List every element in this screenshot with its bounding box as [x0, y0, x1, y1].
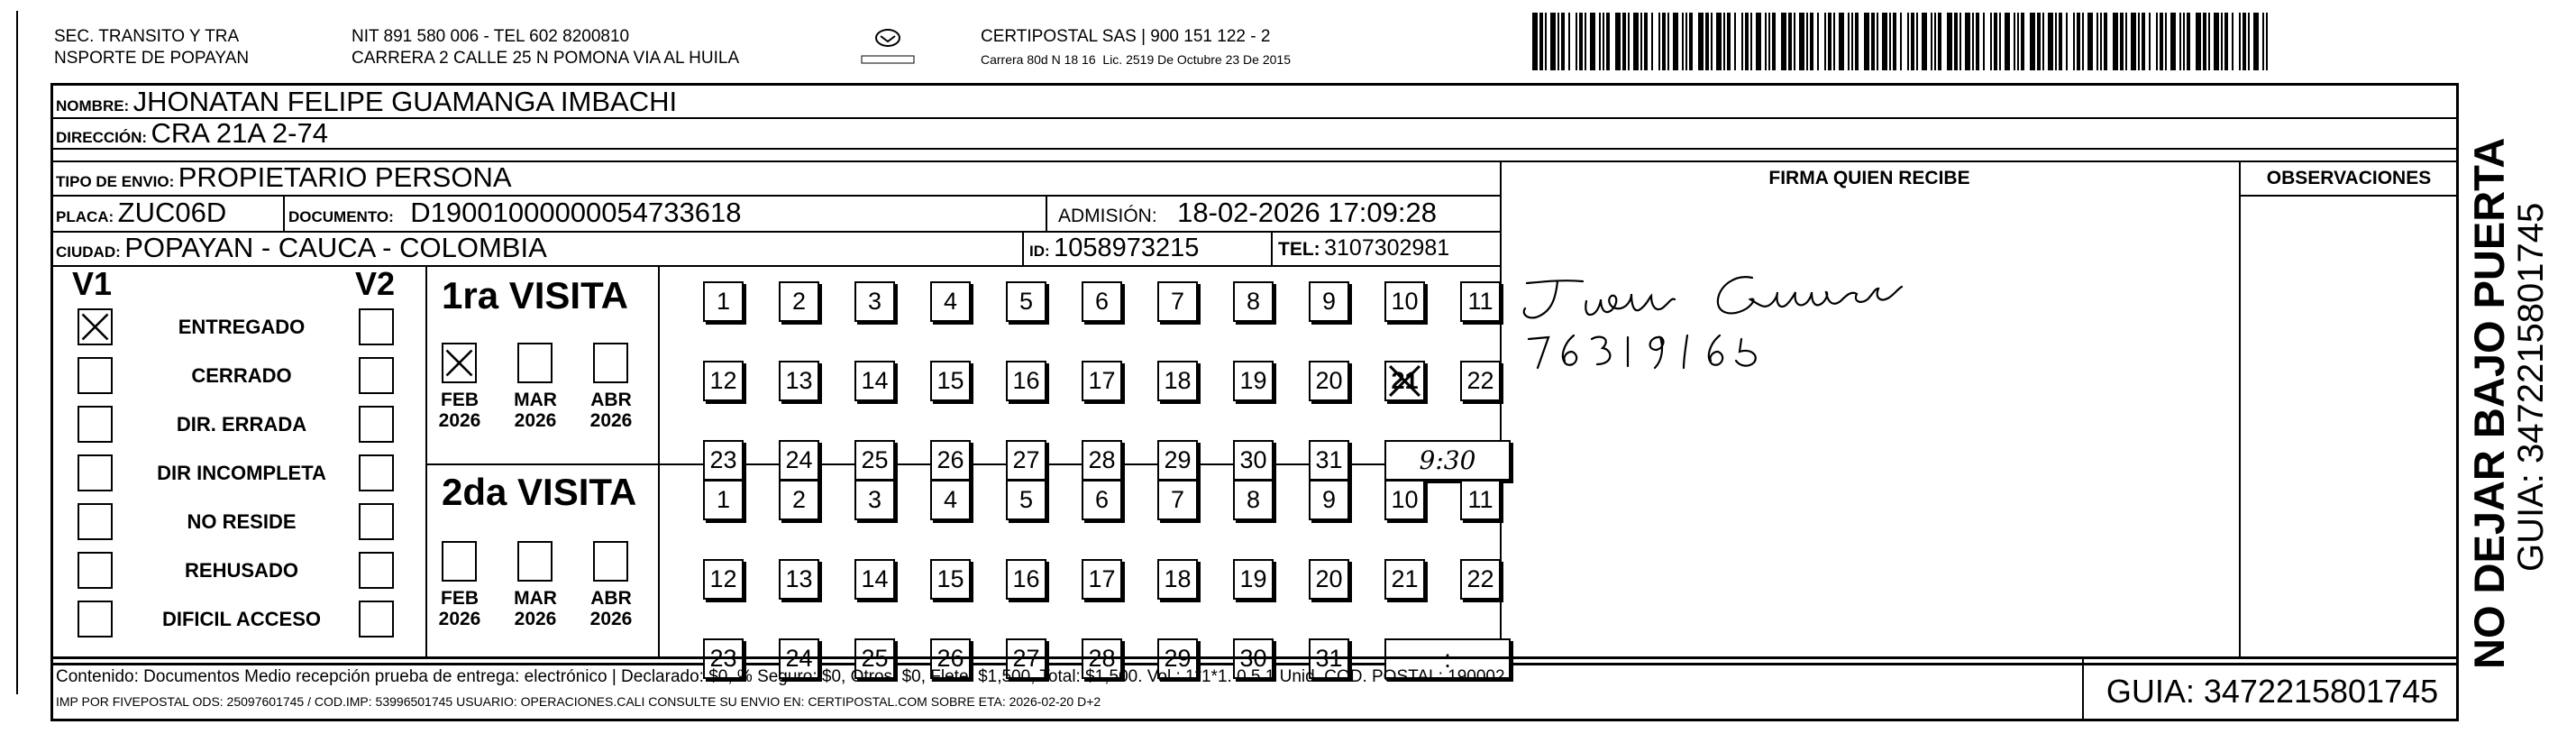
barcode-bar [1799, 13, 1804, 70]
barcode-bar [1934, 13, 1936, 70]
month-checkbox-abr[interactable] [593, 343, 628, 383]
day-box-4[interactable]: 4 [930, 281, 971, 322]
day-box-27[interactable]: 27 [1006, 440, 1046, 481]
barcode-bar [1590, 13, 1595, 70]
id-label: ID: [1029, 243, 1050, 260]
status-label: ENTREGADO [178, 316, 306, 338]
month-label: ABR [590, 588, 632, 609]
placa-label: PLACA: [56, 208, 114, 225]
barcode-bar [1976, 13, 1979, 70]
direccion-label: DIRECCIÓN: [56, 129, 148, 146]
barcode-bar [2221, 13, 2223, 70]
barcode-bar [2073, 13, 2075, 70]
barcode-bar [1893, 13, 1896, 70]
admision-row [1058, 197, 1437, 234]
barcode-bar [1889, 13, 1891, 70]
barcode-bar [1685, 13, 1687, 70]
barcode-bar [2005, 13, 2010, 70]
day-box-11[interactable]: 11 [1460, 281, 1501, 322]
v1-label: V1 [72, 265, 113, 302]
barcode-bar [2142, 13, 2145, 70]
barcode-bar [2239, 13, 2241, 70]
rule [1046, 195, 1047, 231]
barcode [1532, 13, 2271, 70]
barcode-bar [1673, 13, 1678, 70]
barcode-bar [2042, 13, 2044, 70]
barcode-bar [1750, 13, 1752, 70]
year-label: 2026 [589, 410, 633, 431]
day-box-9[interactable]: 9 [1309, 281, 1349, 322]
barcode-bar [2183, 13, 2185, 70]
barcode-bar [1882, 13, 1887, 70]
barcode-bar [1628, 13, 1630, 70]
day-box-11[interactable]: 11 [1460, 480, 1501, 520]
barcode-bar [2156, 13, 2158, 70]
barcode-bar [1561, 13, 1565, 70]
barcode-bar [2262, 13, 2264, 70]
barcode-bar [1557, 13, 1559, 70]
barcode-bar [1900, 13, 1902, 70]
barcode-bar [1781, 13, 1786, 70]
barcode-bar [1922, 13, 1927, 70]
barcode-bar [1532, 13, 1538, 70]
barcode-bar [1727, 13, 1731, 70]
v2-checkbox-entregado[interactable] [359, 308, 394, 345]
barcode-bar [1539, 13, 1543, 70]
day-box-20[interactable]: 20 [1309, 361, 1349, 401]
day-box-12[interactable]: 12 [703, 361, 744, 401]
barcode-bar [2066, 13, 2068, 70]
barcode-bar [2017, 13, 2019, 70]
firma-header: FIRMA QUIEN RECIBE [1768, 168, 1970, 188]
day-box-31[interactable]: 31 [1309, 440, 1349, 481]
day-box-14[interactable]: 14 [854, 361, 895, 401]
day-box-19[interactable]: 19 [1233, 361, 1274, 401]
barcode-bar [2087, 13, 2093, 70]
barcode-bar [1806, 13, 1808, 70]
side-warning: NO DEJAR BAJO PUERTA [2465, 137, 2513, 669]
day-box-21[interactable] [1384, 361, 1425, 401]
documento-value: D19001000000054733618 [410, 197, 742, 228]
barcode-bar [2014, 13, 2015, 70]
barcode-bar [1990, 13, 1992, 70]
barcode-bar [2208, 13, 2210, 70]
day-box-31[interactable]: 31 [1309, 638, 1349, 679]
barcode-bar [1640, 13, 1642, 70]
day-box-2[interactable]: 2 [779, 281, 819, 322]
day-box-6[interactable]: 6 [1082, 480, 1122, 520]
barcode-bar [2160, 13, 2163, 70]
barcode-bar [1855, 13, 1859, 70]
day-box-17[interactable]: 17 [1082, 361, 1122, 401]
month-checkbox-mar[interactable] [517, 343, 553, 383]
barcode-bar [1651, 13, 1653, 70]
barcode-bar [2170, 13, 2176, 70]
rule [2457, 117, 2459, 658]
rule [2239, 161, 2241, 658]
sender-line-2: NSPORTE DE POPAYAN [54, 49, 250, 68]
admision-value: 18-02-2026 17:09:28 [1177, 197, 1437, 228]
barcode-bar [2196, 13, 2201, 70]
carrier-logo-icon [856, 25, 919, 70]
barcode-bar [2030, 13, 2035, 70]
day-box-27[interactable]: 27 [1006, 638, 1046, 679]
barcode-bar [1994, 13, 1997, 70]
barcode-bar [2037, 13, 2041, 70]
nombre-value: JHONATAN FELIPE GUAMANGA IMBACHI [132, 86, 678, 117]
day-box-18[interactable]: 18 [1157, 559, 1198, 600]
day-box-1[interactable]: 1 [703, 480, 744, 520]
barcode-bar [1788, 13, 1792, 70]
nombre-label: NOMBRE: [56, 97, 130, 115]
barcode-bar [1938, 13, 1941, 70]
day-box-13[interactable]: 13 [779, 361, 819, 401]
barcode-bar [1667, 13, 1669, 70]
v2-checkbox-dir-incompleta[interactable] [359, 454, 394, 491]
barcode-bar [1931, 13, 1932, 70]
barcode-bar [1907, 13, 1909, 70]
day-number: 21 [1391, 367, 1419, 394]
barcode-bar [1765, 13, 1767, 70]
ciudad-row [56, 233, 547, 269]
day-box-2[interactable]: 2 [779, 480, 819, 520]
status-label: DIR. ERRADA [176, 413, 307, 436]
barcode-bar [1745, 13, 1749, 70]
barcode-bar [1824, 13, 1826, 70]
barcode-bar [2096, 13, 2098, 70]
signature-handwritten [1511, 261, 2015, 379]
day-box-6[interactable]: 6 [1082, 281, 1122, 322]
day-box-24[interactable]: 24 [779, 638, 819, 679]
barcode-bar [1839, 13, 1844, 70]
barcode-bar [1864, 13, 1869, 70]
carrier-line-1: CERTIPOSTAL SAS | 900 151 122 - 2 [981, 27, 1271, 46]
barcode-bar [1711, 13, 1713, 70]
barcode-bar [2149, 13, 2151, 70]
day-box-10[interactable]: 10 [1384, 281, 1425, 322]
day-box-25[interactable]: 25 [854, 440, 895, 481]
year-label: 2026 [438, 410, 481, 431]
status-label: CERRADO [191, 364, 292, 387]
visit2-title: 2da VISITA [442, 471, 637, 513]
day-box-15[interactable]: 15 [930, 559, 971, 600]
documento-row [288, 197, 741, 234]
month-label: ABR [590, 390, 632, 410]
placa-row [56, 197, 226, 234]
direccion-row [56, 119, 328, 153]
month-checkbox-feb[interactable] [442, 343, 477, 383]
barcode-bar [1828, 13, 1832, 70]
day-box-29[interactable]: 29 [1157, 638, 1198, 679]
v2-label: V2 [355, 265, 396, 302]
v2-checkbox-dir-errada[interactable] [359, 406, 394, 443]
barcode-bar [2165, 13, 2167, 70]
day-box-5[interactable]: 5 [1006, 480, 1046, 520]
day-box-12[interactable]: 12 [703, 559, 744, 600]
barcode-bar [1662, 13, 1666, 70]
day-box-26[interactable]: 26 [930, 440, 971, 481]
month-year-label [508, 390, 562, 431]
barcode-bar [2179, 13, 2181, 70]
barcode-bar [2224, 13, 2228, 70]
barcode-bar [2253, 13, 2259, 70]
v2-checkbox-cerrado[interactable] [359, 357, 394, 394]
barcode-bar [1851, 13, 1853, 70]
day-box-8[interactable]: 8 [1233, 480, 1274, 520]
day-box-30[interactable]: 30 [1233, 440, 1274, 481]
barcode-bar [1633, 13, 1639, 70]
day-box-7[interactable]: 7 [1157, 281, 1198, 322]
time-box[interactable]: : [1384, 638, 1511, 679]
month-year-label [508, 588, 562, 629]
rule [283, 195, 285, 231]
day-box-22[interactable]: 22 [1460, 559, 1501, 600]
barcode-bar [1698, 13, 1704, 70]
barcode-bar [1603, 13, 1604, 70]
day-box-28[interactable]: 28 [1082, 440, 1122, 481]
tel-row [1278, 233, 1449, 267]
barcode-bar [1716, 13, 1722, 70]
footer-line-2: IMP POR FIVEPOSTAL ODS: 25097601745 / COD.IMP: 53996501745 USUARIO: OPERACIONES.CALI CONSULTE SU ENVIO EN: CERTIPOSTAL.COM SOBRE ETA: 2026-02-20 D+2 [56, 694, 1101, 709]
barcode-bar [1689, 13, 1693, 70]
barcode-bar [1723, 13, 1725, 70]
barcode-bar [1579, 13, 1583, 70]
day-box-15[interactable]: 15 [930, 361, 971, 401]
barcode-bar [1644, 13, 1648, 70]
nit-line-1: NIT 891 580 006 - TEL 602 8200810 [352, 27, 630, 46]
day-box-25[interactable]: 25 [854, 638, 895, 679]
v2-checkbox-dificil-acceso[interactable] [359, 601, 394, 638]
ciudad-label: CIUDAD: [56, 243, 121, 261]
visit1-title: 1ra VISITA [442, 274, 628, 316]
barcode-bar [1585, 13, 1586, 70]
tipo-envio-label: TIPO DE ENVIO: [56, 173, 175, 190]
rule [1271, 231, 1273, 265]
barcode-bar [1947, 13, 1952, 70]
side-guia: GUIA: 3472215801745 [2511, 202, 2551, 572]
ciudad-value: POPAYAN - CAUCA - COLOMBIA [124, 232, 547, 263]
carrier-line-2: Carrera 80d N 18 16 Lic. 2519 De Octubre 23 De 2015 [981, 52, 1291, 67]
footer-line-1: Contenido: Documentos Medio recepción prueba de entrega: electrónico | Declarado: $0, % Seguro: $0, Otros: $0, Flete: $1,500, Total: $1,500. Vol.: 1*1*1. 0.5 1 Unid. COD. POSTAL: 190002 [56, 667, 1505, 686]
barcode-bar [1911, 13, 1914, 70]
year-label: 2026 [438, 609, 481, 629]
status-label: REHUSADO [185, 559, 298, 582]
barcode-bar [1833, 13, 1835, 70]
day-box-20[interactable]: 20 [1309, 559, 1349, 600]
barcode-bar [2059, 13, 2062, 70]
barcode-bar [1999, 13, 2001, 70]
month-checkbox-feb[interactable] [442, 541, 477, 582]
time-box[interactable]: 9:30 [1384, 440, 1511, 481]
barcode-bar [1768, 13, 1770, 70]
barcode-bar [1810, 13, 1813, 70]
barcode-bar [1916, 13, 1918, 70]
day-box-16[interactable]: 16 [1006, 361, 1046, 401]
footer-guia: GUIA: 3472215801745 [2106, 673, 2439, 710]
day-box-29[interactable]: 29 [1157, 440, 1198, 481]
documento-label: DOCUMENTO: [288, 208, 394, 225]
day-box-24[interactable]: 24 [779, 440, 819, 481]
month-label: FEB [441, 588, 479, 609]
barcode-bar [1972, 13, 1974, 70]
sender-line-1: SEC. TRANSITO Y TRA [54, 27, 240, 46]
barcode-bar [1550, 13, 1556, 70]
v1-checkbox-cerrado[interactable] [78, 357, 113, 394]
barcode-bar [1772, 13, 1776, 70]
v1-checkbox-dir-errada[interactable] [78, 406, 113, 443]
day-box-26[interactable]: 26 [930, 638, 971, 679]
placa-value: ZUC06D [117, 197, 227, 228]
day-box-22[interactable]: 22 [1460, 361, 1501, 401]
day-box-14[interactable]: 14 [854, 559, 895, 600]
day-box-3[interactable]: 3 [854, 281, 895, 322]
barcode-bar [2077, 13, 2080, 70]
barcode-bar [2187, 13, 2190, 70]
month-label: MAR [514, 390, 557, 410]
barcode-bar [1983, 13, 1985, 70]
barcode-bar [2100, 13, 2102, 70]
v2-checkbox-no-reside[interactable] [359, 503, 394, 540]
barcode-bar [2055, 13, 2057, 70]
day-box-16[interactable]: 16 [1006, 559, 1046, 600]
barcode-bar [2203, 13, 2206, 70]
rule [658, 265, 660, 658]
day-box-10[interactable]: 10 [1384, 480, 1425, 520]
v1-checkbox-entregado[interactable] [78, 308, 113, 345]
month-year-label [433, 588, 487, 629]
day-box-5[interactable]: 5 [1006, 281, 1046, 322]
id-row [1029, 233, 1199, 268]
observaciones-header: OBSERVACIONES [2266, 168, 2432, 188]
barcode-bar [1741, 13, 1743, 70]
barcode-bar [1682, 13, 1684, 70]
barcode-bar [1576, 13, 1577, 70]
day-box-28[interactable]: 28 [1082, 638, 1122, 679]
v1-checkbox-dir-incompleta[interactable] [78, 454, 113, 491]
nit-line-2: CARRERA 2 CALLE 25 N POMONA VIA AL HUILA [352, 49, 740, 68]
month-checkbox-mar[interactable] [517, 541, 553, 582]
day-box-1[interactable]: 1 [703, 281, 744, 322]
barcode-bar [2104, 13, 2107, 70]
barcode-bar [2138, 13, 2140, 70]
v1-checkbox-rehusado[interactable] [78, 552, 113, 589]
day-box-4[interactable]: 4 [930, 480, 971, 520]
tipo-envio-value: PROPIETARIO PERSONA [178, 161, 512, 193]
barcode-bar [2120, 13, 2124, 70]
tipo-envio-row [56, 162, 512, 198]
day-box-23[interactable]: 23 [703, 440, 744, 481]
status-label: DIFICIL ACCESO [161, 608, 321, 630]
day-box-8[interactable]: 8 [1233, 281, 1274, 322]
day-box-13[interactable]: 13 [779, 559, 819, 600]
admision-label: ADMISIÓN: [1058, 206, 1157, 226]
tel-value: 3107302981 [1324, 235, 1450, 261]
barcode-bar [1599, 13, 1601, 70]
v1-checkbox-dificil-acceso[interactable] [78, 601, 113, 638]
v2-checkbox-rehusado[interactable] [359, 552, 394, 589]
month-label: FEB [441, 390, 479, 410]
barcode-bar [2021, 13, 2024, 70]
day-box-21[interactable]: 21 [1384, 559, 1425, 600]
barcode-bar [1848, 13, 1850, 70]
barcode-bar [1817, 13, 1819, 70]
barcode-bar [2266, 13, 2268, 70]
barcode-bar [1965, 13, 1970, 70]
day-box-3[interactable]: 3 [854, 480, 895, 520]
day-box-18[interactable]: 18 [1157, 361, 1198, 401]
barcode-bar [1658, 13, 1660, 70]
barcode-bar [1794, 13, 1795, 70]
direccion-value: CRA 21A 2-74 [151, 117, 328, 149]
barcode-bar [1545, 13, 1547, 70]
barcode-bar [1615, 13, 1621, 70]
status-label: DIR INCOMPLETA [157, 462, 326, 484]
month-year-label [584, 588, 638, 629]
barcode-bar [1568, 13, 1570, 70]
year-label: 2026 [514, 410, 557, 431]
day-box-19[interactable]: 19 [1233, 559, 1274, 600]
barcode-bar [1622, 13, 1626, 70]
day-box-17[interactable]: 17 [1082, 559, 1122, 600]
barcode-bar [2214, 13, 2219, 70]
month-label: MAR [514, 588, 557, 609]
id-value: 1058973215 [1054, 234, 1200, 262]
barcode-bar [1734, 13, 1736, 70]
barcode-bar [2113, 13, 2118, 70]
barcode-bar [1954, 13, 1958, 70]
barcode-bar [2048, 13, 2053, 70]
barcode-bar [1756, 13, 1761, 70]
barcode-bar [1871, 13, 1875, 70]
month-year-label [584, 390, 638, 431]
rule [52, 148, 2457, 150]
barcode-bar [2125, 13, 2127, 70]
barcode-bar [2243, 13, 2246, 70]
year-label: 2026 [514, 609, 557, 629]
rule [1022, 231, 1024, 265]
v1-checkbox-no-reside[interactable] [78, 503, 113, 540]
nombre-row [56, 87, 677, 123]
day-box-9[interactable]: 9 [1309, 480, 1349, 520]
barcode-bar [1877, 13, 1878, 70]
barcode-bar [2131, 13, 2136, 70]
day-box-30[interactable]: 30 [1233, 638, 1274, 679]
left-margin-rule [16, 11, 18, 694]
month-year-label [433, 390, 487, 431]
barcode-bar [1606, 13, 1610, 70]
barcode-bar [2082, 13, 2084, 70]
rule [2239, 195, 2457, 197]
day-box-23[interactable]: 23 [703, 638, 744, 679]
month-checkbox-abr[interactable] [593, 541, 628, 582]
year-label: 2026 [589, 609, 633, 629]
day-box-7[interactable]: 7 [1157, 480, 1198, 520]
tel-label: TEL: [1278, 239, 1320, 260]
barcode-bar [2232, 13, 2233, 70]
barcode-bar [2248, 13, 2250, 70]
barcode-bar [1959, 13, 1961, 70]
barcode-bar [1705, 13, 1709, 70]
status-label: NO RESIDE [187, 510, 297, 533]
rule [425, 265, 427, 658]
